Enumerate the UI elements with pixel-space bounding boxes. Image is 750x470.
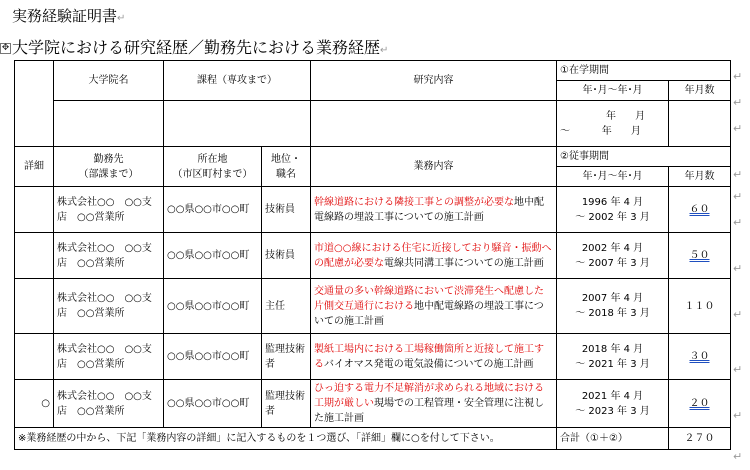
section-subtitle: 大学院における研究経歴／勤務先における業務経歴↵ [12, 38, 389, 57]
employer-cell[interactable]: 株式会社○○ ○○支店 ○○営業所 [54, 380, 164, 428]
months-cell[interactable]: ３０ [669, 334, 731, 380]
total-value[interactable]: ２７０ [669, 428, 731, 450]
period-cell[interactable]: 2002 年 4 月 ～ 2007 年 3 月 [557, 233, 669, 279]
detail-cell[interactable]: ○ [15, 380, 54, 428]
detail-cell[interactable] [15, 334, 54, 380]
period-cell[interactable]: 2007 年 4 月 ～ 2018 年 3 月 [557, 279, 669, 334]
detail-cell[interactable] [15, 279, 54, 334]
move-handle-icon[interactable]: ✥ [1, 43, 10, 53]
grad-course-input[interactable] [164, 101, 311, 147]
grad-data-row [15, 101, 731, 147]
header-period: 年･月～年･月 [557, 81, 669, 101]
work-header-row [15, 147, 731, 167]
position-cell[interactable]: 監理技術者 [262, 334, 311, 380]
grad-period-input[interactable]: 年 月 ～ 年 月 [557, 101, 669, 147]
detail-cell[interactable] [15, 233, 54, 279]
work-row [15, 233, 731, 279]
header-school: 大学院名 [54, 61, 164, 101]
grad-research-input[interactable] [311, 101, 557, 147]
work-content-cell[interactable]: 交通量の多い幹線道路において渋滞発生へ配慮した片側交互通行における地中配電線路の埋設工事についての施工計画 [311, 279, 557, 334]
footer-note: ※業務経歴の中から、下記「業務内容の詳細」に記入するものを１つ選び、「詳細」欄に○を付して下さい。 [15, 428, 557, 450]
location-cell[interactable]: ○○県○○市○○町 [164, 380, 262, 428]
work-content-cell[interactable]: 市道○○線における住宅に近接しており騒音・振動への配慮が必要な電線共同溝工事についての施工計画 [311, 233, 557, 279]
footer-row [15, 428, 731, 450]
position-cell[interactable]: 監理技術者 [262, 380, 311, 428]
location-cell[interactable]: ○○県○○市○○町 [164, 279, 262, 334]
position-cell[interactable]: 主任 [262, 279, 311, 334]
months-cell[interactable]: ６０ [669, 187, 731, 233]
total-label: 合計（①＋②） [557, 428, 669, 450]
header-location: 所在地 （市区町村まで） [164, 147, 262, 187]
employer-cell[interactable]: 株式会社○○ ○○支店 ○○営業所 [54, 279, 164, 334]
header-work-period: ②従事期間 [557, 147, 731, 167]
header-position: 地位・ 職名 [262, 147, 311, 187]
header-course: 課程（専攻まで） [164, 61, 311, 101]
months-cell[interactable]: ２０ [669, 380, 731, 428]
header-research: 研究内容 [311, 61, 557, 101]
months-cell[interactable]: ５０ [669, 233, 731, 279]
header-detail: 詳細 [15, 147, 54, 187]
work-content-cell[interactable]: ひっ迫する電力不足解消が求められる地域における工期が厳しい現場での工程管理・安全管理に注視した施工計画 [311, 380, 557, 428]
location-cell[interactable]: ○○県○○市○○町 [164, 334, 262, 380]
header-months: 年月数 [669, 81, 731, 101]
position-cell[interactable]: 技術員 [262, 233, 311, 279]
work-row [15, 279, 731, 334]
header-employer: 勤務先 （部課まで） [54, 147, 164, 187]
work-content-cell[interactable]: 幹線道路における隣接工事との調整が必要な地中配電線路の埋設工事についての施工計画 [311, 187, 557, 233]
work-row [15, 334, 731, 380]
location-cell[interactable]: ○○県○○市○○町 [164, 233, 262, 279]
period-cell[interactable]: 2021 年 4 月 ～ 2023 年 3 月 [557, 380, 669, 428]
grad-header-row [15, 61, 731, 81]
employer-cell[interactable]: 株式会社○○ ○○支店 ○○営業所 [54, 334, 164, 380]
page-title: 実務経験証明書↵ [12, 7, 126, 25]
grad-corner-cell [15, 61, 54, 147]
career-table [14, 60, 731, 450]
work-row [15, 187, 731, 233]
grad-months-input[interactable] [669, 101, 731, 147]
header-period: 年･月～年･月 [557, 167, 669, 187]
months-cell[interactable]: １１０ [669, 279, 731, 334]
employer-cell[interactable]: 株式会社○○ ○○支店 ○○営業所 [54, 233, 164, 279]
header-enrollment-period: ①在学期間 [557, 61, 731, 81]
position-cell[interactable]: 技術員 [262, 187, 311, 233]
employer-cell[interactable]: 株式会社○○ ○○支店 ○○営業所 [54, 187, 164, 233]
work-content-cell[interactable]: 製紙工場内における工場稼働箇所と近接して施工するバイオマス発電の電気設備についての施工計画 [311, 334, 557, 380]
detail-cell[interactable] [15, 187, 54, 233]
location-cell[interactable]: ○○県○○市○○町 [164, 187, 262, 233]
grad-school-input[interactable] [54, 101, 164, 147]
period-cell[interactable]: 1996 年 4 月 ～ 2002 年 3 月 [557, 187, 669, 233]
header-months: 年月数 [669, 167, 731, 187]
work-row [15, 380, 731, 428]
period-cell[interactable]: 2018 年 4 月 ～ 2021 年 3 月 [557, 334, 669, 380]
header-work: 業務内容 [311, 147, 557, 187]
